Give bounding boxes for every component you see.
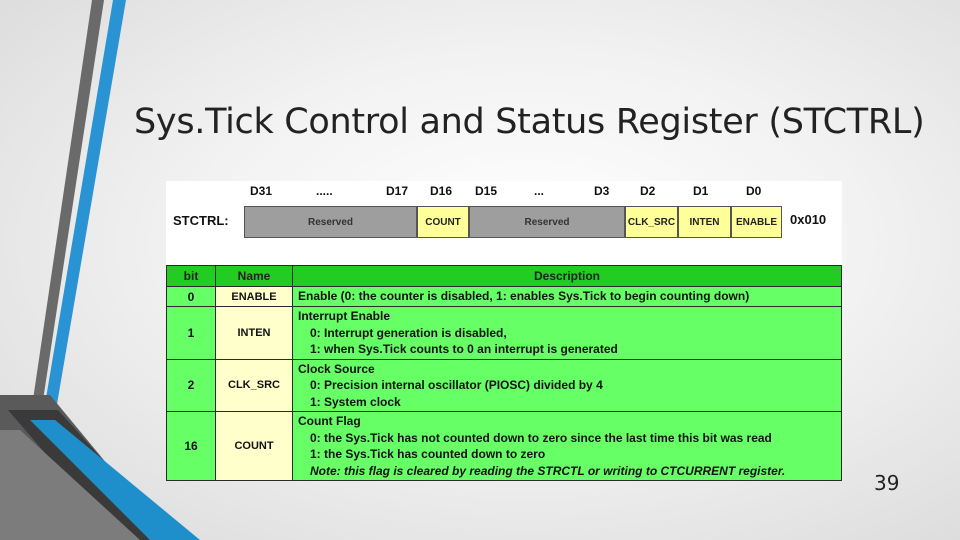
field-inten: INTEN (678, 206, 731, 238)
row-bit: 1 (167, 307, 216, 360)
row-description (293, 359, 842, 412)
bit-header-dots2: ... (534, 184, 545, 198)
description-note: Note: this flag is cleared by reading the STRCTL or writing to CTCURRENT register. (310, 463, 786, 478)
bit-header-d15: D15 (475, 184, 498, 198)
bit-header-d16: D16 (430, 184, 453, 198)
header-name: Name (216, 266, 293, 287)
bit-header-dots: ..... (316, 184, 333, 198)
row-description (293, 307, 842, 360)
field-enable: ENABLE (731, 206, 782, 238)
register-address: 0x010 (790, 212, 827, 227)
header-bit: bit (167, 266, 216, 287)
description-line: Interrupt Enable (298, 309, 391, 323)
bit-header-d1: D1 (693, 184, 709, 198)
description-line: Count Flag (298, 414, 361, 428)
bit-header-d0: D0 (746, 184, 762, 198)
description-line: 0: Precision internal oscillator (PIOSC) divided by 4 (310, 378, 603, 392)
register-label: STCTRL: (173, 213, 229, 228)
bit-header-d3: D3 (594, 184, 610, 198)
description-line: 1: the Sys.Tick has counted down to zero (310, 447, 546, 461)
row-bit: 2 (167, 359, 216, 412)
bit-header-d2: D2 (640, 184, 656, 198)
field-reserved-high: Reserved (244, 206, 417, 238)
description-line: 1: System clock (310, 394, 401, 409)
row-description (293, 287, 842, 307)
table-header-row (167, 266, 842, 287)
row-description (293, 412, 842, 481)
row-bit: 0 (167, 287, 216, 307)
row-name: INTEN (216, 307, 293, 360)
field-count: COUNT (417, 206, 469, 238)
table-row (167, 412, 842, 481)
row-name: COUNT (216, 412, 293, 481)
description-line: Clock Source (298, 361, 375, 376)
table-row (167, 359, 842, 412)
description-line: 0: Interrupt generation is disabled, (310, 325, 507, 340)
row-bit: 16 (167, 412, 216, 481)
description-line: Enable (0: the counter is disabled, 1: enables Sys.Tick to begin counting down) (298, 289, 750, 304)
description-line: 0: the Sys.Tick has not counted down to zero since the last time this bit was read (310, 430, 772, 445)
table-row (167, 307, 842, 360)
bit-header-d31: D31 (250, 184, 273, 198)
header-description: Description (293, 266, 842, 287)
row-name: ENABLE (216, 287, 293, 307)
register-figure (166, 181, 842, 477)
field-clk-src: CLK_SRC (625, 206, 678, 238)
field-reserved-low: Reserved (469, 206, 625, 238)
bit-description-table (166, 265, 842, 481)
slide-title: Sys.Tick Control and Status Register (STCTRL) (134, 102, 925, 142)
page-number: 39 (874, 471, 900, 495)
description-line: 1: when Sys.Tick counts to 0 an interrupt is generated (310, 342, 618, 356)
bit-header-d17: D17 (386, 184, 409, 198)
row-name: CLK_SRC (216, 359, 293, 412)
table-row (167, 287, 842, 307)
